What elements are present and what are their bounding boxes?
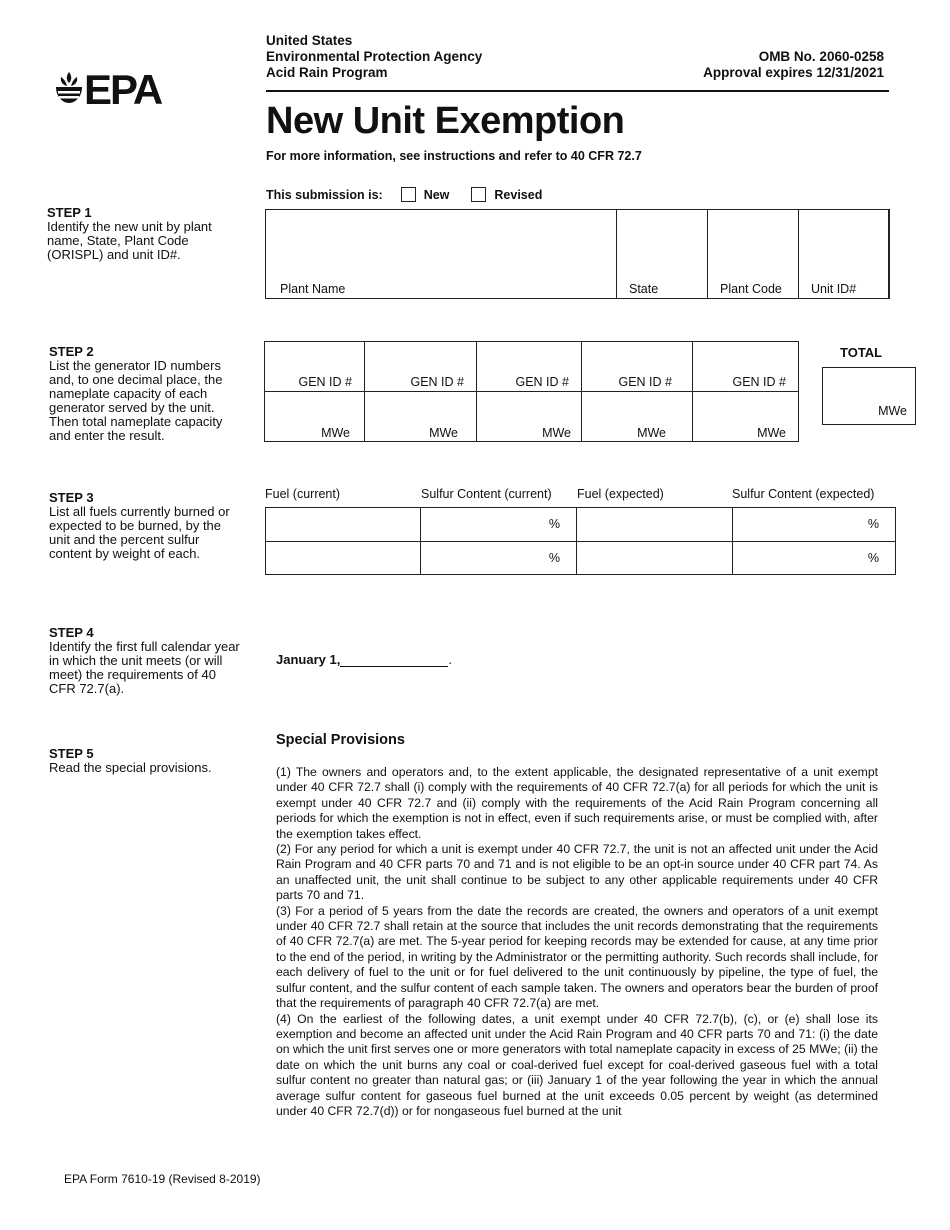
fuel-current-cell[interactable] <box>265 541 421 575</box>
mwe-cell-5[interactable] <box>692 391 799 442</box>
total-label: TOTAL <box>840 345 883 360</box>
step2-section <box>49 344 244 443</box>
fuel-expected-cell[interactable] <box>576 541 733 575</box>
fuel-current-cell[interactable] <box>265 507 421 542</box>
gen-id-label: GEN ID # <box>410 375 464 389</box>
gen-id-label: GEN ID # <box>515 375 569 389</box>
step2-title: STEP 2 <box>49 344 94 359</box>
fuel-expected-header: Fuel (expected) <box>577 487 664 501</box>
omb-number: OMB No. 2060-0258 <box>758 49 884 64</box>
sulfur-current-cell[interactable] <box>420 507 577 542</box>
gen-id-label: GEN ID # <box>732 375 786 389</box>
epa-logo <box>55 66 185 112</box>
step3-section <box>49 490 234 561</box>
submission-type <box>266 187 542 202</box>
unit-id-field[interactable] <box>798 209 890 299</box>
gen-id-cell-3[interactable] <box>476 341 582 392</box>
step4-section <box>49 625 244 696</box>
approval-expiry: Approval expires 12/31/2021 <box>703 65 884 80</box>
header-divider <box>266 90 889 92</box>
mwe-cell-1[interactable] <box>264 391 365 442</box>
mwe-label: MWe <box>429 426 458 440</box>
gen-id-cell-1[interactable] <box>264 341 365 392</box>
step4-title: STEP 4 <box>49 625 94 640</box>
form-footer: EPA Form 7610-19 (Revised 8-2019) <box>64 1172 261 1186</box>
fuel-table <box>265 507 896 575</box>
mwe-cell-2[interactable] <box>364 391 477 442</box>
step3-text: List all fuels currently burned or expected to be burned, by the unit and the percent sulfur content by weight of each. <box>49 504 230 561</box>
plant-code-field[interactable] <box>707 209 799 299</box>
provision-1: (1) The owners and operators and, to the extent applicable, the designated representative of a unit exempt under 40 CFR 72.7 shall (i) comply with the requirements of 40 CFR 72.7(a) for all periods for which the unit is exempt under 40 CFR 72.7 and (ii) comply with the requirements of the Acid Rain Program concerning all periods for which the exemption is not in effect, even if such requirements arise, or must be complied with, after the exemption takes effect. <box>276 765 878 841</box>
logo-text: EPA <box>84 66 162 112</box>
percent-label: % <box>548 517 560 531</box>
plant-code-label: Plant Code <box>720 282 782 296</box>
mwe-label: MWe <box>637 426 666 440</box>
unit-id-label: Unit ID# <box>811 282 857 296</box>
sulfur-expected-header: Sulfur Content (expected) <box>732 487 875 501</box>
step1-table <box>265 209 889 299</box>
sulfur-expected-cell[interactable] <box>732 541 896 575</box>
step5-text: Read the special provisions. <box>49 760 212 775</box>
percent-label: % <box>548 551 560 565</box>
special-provisions-title: Special Provisions <box>276 732 405 748</box>
omb-header <box>703 49 884 81</box>
revised-checkbox[interactable] <box>471 187 486 202</box>
provision-2: (2) For any period for which a unit is exempt under 40 CFR 72.7, the unit is not an affected unit under the Acid Rain Program and 40 CFR parts 70 and 71 and is not eligible to be an opt-in source under 40 CFR part 74. As an unaffected unit, the unit shall continue to be subject to any other applicable requirements under 40 CFR parts 70 and 71. <box>276 842 878 903</box>
provision-4: (4) On the earliest of the following dates, a unit exempt under 40 CFR 72.7(b), (c), or (e) shall lose its exemption and become an affected unit under the Acid Rain Program and 40 CFR parts 70 and 71: (i) the date on which the unit first serves one or more generators with total nameplate capacity in excess of 25 MWe; (ii) the date on which the unit burns any coal or coal-derived fuel except for coal-derived gaseous fuel with a total sulfur content no greater than natural gas; or (iii) January 1 of the year following the year in which the annual average sulfur content for gaseous fuel burned at the unit exceeds 0.05 percent by weight (as determined under 40 CFR 72.7(d)) or for nongaseous fuel burned at the unit <box>276 1011 878 1118</box>
special-provisions-body <box>276 765 878 1119</box>
fuel-current-header: Fuel (current) <box>265 487 341 501</box>
year-input-line[interactable] <box>340 652 448 667</box>
sulfur-current-cell[interactable] <box>420 541 577 575</box>
org-line-1: United States <box>266 33 353 48</box>
gen-id-label: GEN ID # <box>618 375 672 389</box>
revised-option-label: Revised <box>494 187 543 202</box>
total-capacity-field[interactable] <box>822 367 916 425</box>
state-field[interactable] <box>616 209 708 299</box>
sulfur-current-header: Sulfur Content (current) <box>421 487 552 501</box>
step4-text: Identify the first full calendar year in which the unit meets (or will meet) the requirements of 40 CFR 72.7(a). <box>49 639 240 696</box>
step5-section <box>49 746 244 775</box>
period-mark: . <box>448 652 452 667</box>
gen-id-cell-2[interactable] <box>364 341 477 392</box>
step5-title: STEP 5 <box>49 746 94 761</box>
step1-section <box>47 205 237 262</box>
percent-label: % <box>867 551 879 565</box>
submission-label: This submission is: <box>266 187 383 202</box>
step2-text: List the generator ID numbers and, to one decimal place, the nameplate capacity of each generator served by the unit. Then total nameplate capacity and enter the result. <box>49 358 223 443</box>
gen-id-cell-5[interactable] <box>692 341 799 392</box>
mwe-label: MWe <box>757 426 786 440</box>
org-line-2: Environmental Protection Agency <box>266 49 483 64</box>
mwe-label: MWe <box>321 426 350 440</box>
plant-name-field[interactable] <box>265 209 617 299</box>
plant-name-label: Plant Name <box>280 282 346 296</box>
percent-label: % <box>867 517 879 531</box>
page-title: New Unit Exemption <box>266 100 625 142</box>
new-option-label: New <box>423 187 450 202</box>
mwe-cell-4[interactable] <box>581 391 693 442</box>
generator-table <box>264 341 799 442</box>
gen-id-label: GEN ID # <box>298 375 352 389</box>
sulfur-expected-cell[interactable] <box>732 507 896 542</box>
fuel-expected-cell[interactable] <box>576 507 733 542</box>
total-mwe-label: MWe <box>878 404 907 418</box>
provision-3: (3) For a period of 5 years from the date the records are created, the owners and operators of a unit exempt under 40 CFR 72.7 shall retain at the source that includes the unit records demonstrating that the requirements of 40 CFR 72.7(a) are met. The 5-year period for keeping records may be extended for cause, at any time prior to the end of the period, in writing by the Administrator or the permitting authority. Such records shall include, for each delivery of fuel to the unit or for fuel delivered to the unit continuously by pipeline, the type of fuel, the sulfur content, and the sulfur content of each sample taken. The owners and operators bear the burden of proof that the requirements of paragraph 40 CFR 72.7(a) are met. <box>276 903 879 1011</box>
mwe-label: MWe <box>542 426 571 440</box>
state-label: State <box>629 282 659 296</box>
step1-text: Identify the new unit by plant name, State, Plant Code (ORISPL) and unit ID#. <box>47 219 212 262</box>
agency-header <box>266 33 482 81</box>
instructions-note: For more information, see instructions and refer to 40 CFR 72.7 <box>266 149 642 163</box>
new-checkbox[interactable] <box>401 187 416 202</box>
step1-title: STEP 1 <box>47 205 92 220</box>
step3-title: STEP 3 <box>49 490 94 505</box>
gen-id-cell-4[interactable] <box>581 341 693 392</box>
first-year-field <box>276 652 452 667</box>
january-label: January 1, <box>276 652 341 667</box>
mwe-cell-3[interactable] <box>476 391 582 442</box>
org-line-3: Acid Rain Program <box>266 65 388 80</box>
